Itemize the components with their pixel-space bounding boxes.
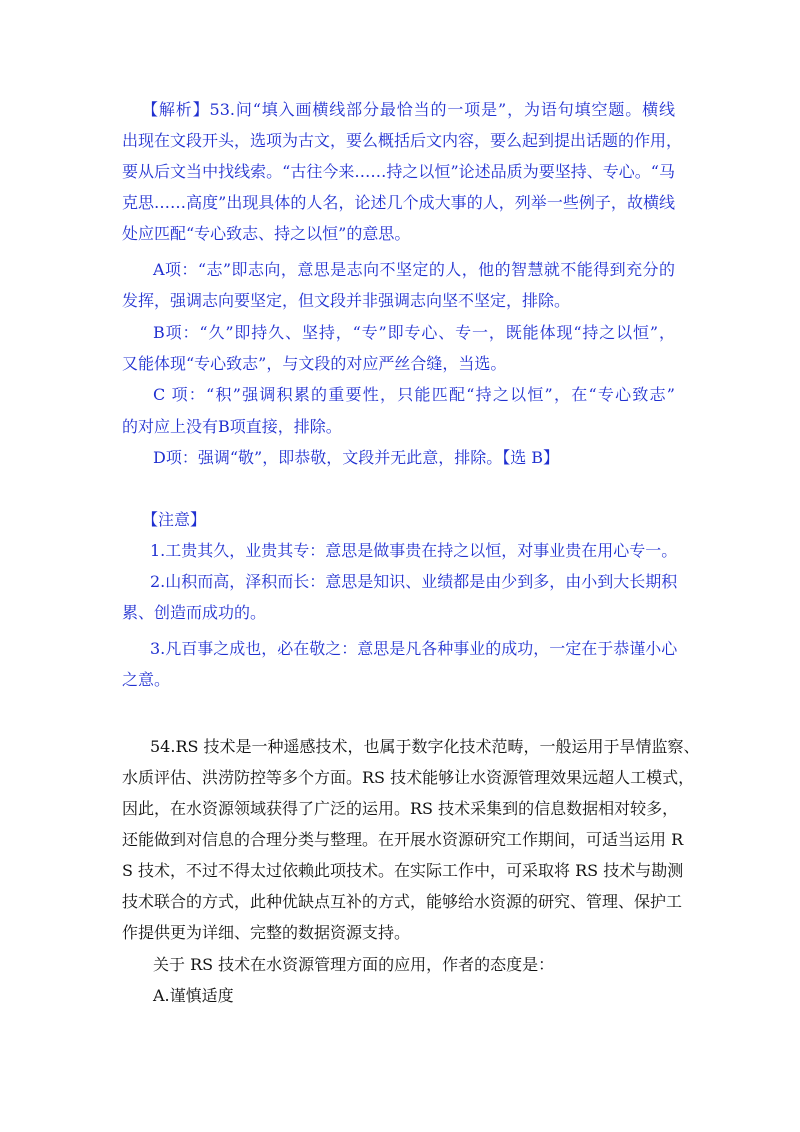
question-passage-line: 技术联合的方式，此种优缺点互补的方式，能够给水资源的研究、管理、保护工 — [122, 892, 683, 911]
question-passage-line: 还能做到对信息的合理分类与整理。在开展水资源研究工作期间，可适当运用 R — [122, 830, 684, 849]
option-c-analysis: C 项：“积”强调积累的重要性，只能匹配“持之以恒”，在“专心致志” — [153, 385, 675, 404]
analysis-line: 【解析】53.问“填入画横线部分最恰当的一项是”，为语句填空题。横线 — [142, 100, 675, 119]
option-b-analysis: B项：“久”即持久、坚持，“专”即专心、专一，既能体现“持之以恒”， — [153, 323, 675, 342]
option-b-analysis: 又能体现“专心致志”，与文段的对应严丝合缝，当选。 — [122, 354, 507, 373]
question-passage-line: S 技术，不过不得太过依赖此项技术。在实际工作中，可采取将 RS 技术与勘测 — [122, 861, 684, 880]
note-item: 1.工贵其久，业贵其专：意思是做事贵在持之以恒，对事业贵在用心专一。 — [150, 541, 678, 560]
analysis-line: 要从后文当中找线索。“古往今来……持之以恒”论述品质为要坚持、专心。“马 — [122, 162, 675, 181]
note-item: 累、创造而成功的。 — [122, 603, 267, 622]
analysis-line: 出现在文段开头，选项为古文，要么概括后文内容，要么起到提出话题的作用， — [122, 131, 683, 150]
question-option-a: A.谨慎适度 — [153, 986, 234, 1005]
note-item: 3.凡百事之成也，必在敬之：意思是凡各种事业的成功，一定在于恭谨小心 — [150, 639, 678, 658]
question-passage-line: 作提供更为详细、完整的数据资源支持。 — [122, 923, 411, 942]
analysis-line: 处应匹配“专心致志、持之以恒”的意思。 — [122, 224, 411, 243]
question-passage-line: 水质评估、洪涝防控等多个方面。RS 技术能够让水资源管理效果远超人工模式， — [122, 768, 695, 787]
option-c-analysis: 的对应上没有B项直接，排除。 — [122, 417, 342, 436]
option-a-analysis: A项：“志”即志向，意思是志向不坚定的人，他的智慧就不能得到充分的 — [153, 260, 675, 279]
question-stem: 关于 RS 技术在水资源管理方面的应用，作者的态度是： — [153, 955, 555, 974]
note-title: 【注意】 — [142, 510, 207, 529]
note-item: 2.山积而高，泽积而长：意思是知识、业绩都是由少到多，由小到大长期积 — [150, 572, 678, 591]
question-passage-line: 54.RS 技术是一种遥感技术，也属于数字化技术范畴，一般运用于旱情监察、 — [150, 737, 700, 756]
question-passage-line: 因此，在水资源领域获得了广泛的运用。RS 技术采集到的信息数据相对较多， — [122, 799, 679, 818]
option-d-analysis: D项：强调“敬”，即恭敬，文段并无此意，排除。【选 B】 — [153, 448, 560, 467]
note-item: 之意。 — [122, 670, 171, 689]
analysis-line: 克思……高度”出现具体的人名，论述几个成大事的人，列举一些例子，故横线 — [122, 193, 675, 212]
option-a-analysis: 发挥，强调志向要坚定，但文段并非强调志向坚不坚定，排除。 — [122, 291, 571, 310]
